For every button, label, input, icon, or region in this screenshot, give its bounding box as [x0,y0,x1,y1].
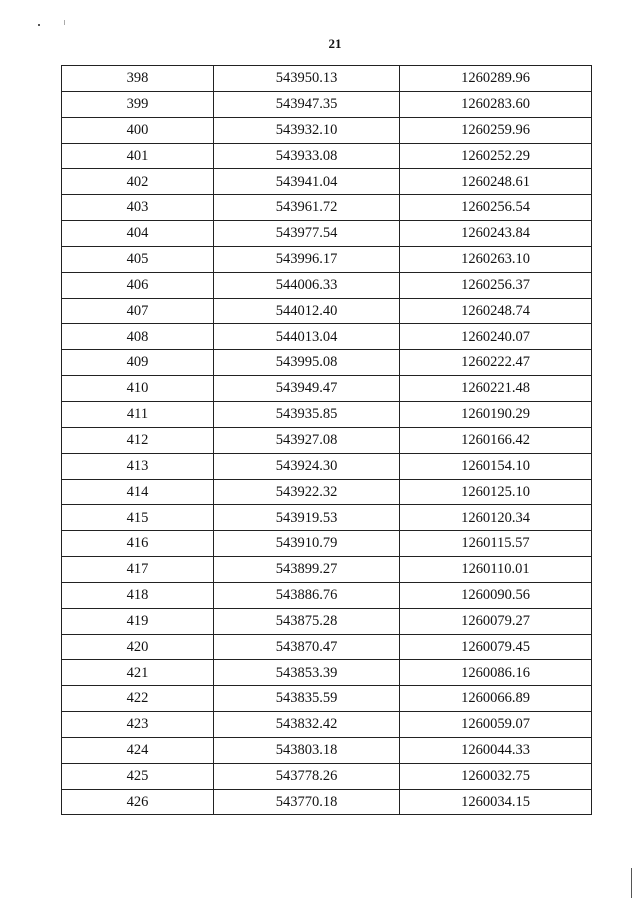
table-row [62,505,592,531]
y-coordinate-cell: 1260256.37 [400,272,592,298]
scan-edge-line [631,868,632,898]
point-number-cell: 419 [62,608,214,634]
table-row [62,272,592,298]
point-number-cell: 403 [62,195,214,221]
x-coordinate-cell: 543803.18 [214,737,400,763]
table-row [62,221,592,247]
point-number-cell: 398 [62,66,214,92]
table-row [62,737,592,763]
x-coordinate-cell: 543832.42 [214,712,400,738]
point-number-cell: 425 [62,763,214,789]
x-coordinate-cell: 543899.27 [214,557,400,583]
point-number-cell: 423 [62,712,214,738]
table-row [62,531,592,557]
y-coordinate-cell: 1260034.15 [400,789,592,815]
x-coordinate-cell: 543778.26 [214,763,400,789]
table-row [62,143,592,169]
y-coordinate-cell: 1260256.54 [400,195,592,221]
table-row [62,66,592,92]
table-row [62,324,592,350]
point-number-cell: 411 [62,401,214,427]
x-coordinate-cell: 543947.35 [214,91,400,117]
table-row [62,712,592,738]
table-row [62,117,592,143]
x-coordinate-cell: 543935.85 [214,401,400,427]
x-coordinate-cell: 543770.18 [214,789,400,815]
table-row [62,763,592,789]
y-coordinate-cell: 1260079.27 [400,608,592,634]
table-row [62,169,592,195]
x-coordinate-cell: 543977.54 [214,221,400,247]
point-number-cell: 401 [62,143,214,169]
x-coordinate-cell: 544013.04 [214,324,400,350]
coordinates-table-body [62,66,592,815]
point-number-cell: 413 [62,453,214,479]
y-coordinate-cell: 1260283.60 [400,91,592,117]
x-coordinate-cell: 543949.47 [214,376,400,402]
y-coordinate-cell: 1260289.96 [400,66,592,92]
x-coordinate-cell: 543875.28 [214,608,400,634]
table-row [62,789,592,815]
x-coordinate-cell: 543835.59 [214,686,400,712]
y-coordinate-cell: 1260240.07 [400,324,592,350]
y-coordinate-cell: 1260079.45 [400,634,592,660]
y-coordinate-cell: 1260059.07 [400,712,592,738]
y-coordinate-cell: 1260248.61 [400,169,592,195]
x-coordinate-cell: 544012.40 [214,298,400,324]
point-number-cell: 418 [62,582,214,608]
y-coordinate-cell: 1260110.01 [400,557,592,583]
table-row [62,686,592,712]
x-coordinate-cell: 543853.39 [214,660,400,686]
point-number-cell: 402 [62,169,214,195]
table-row [62,350,592,376]
table-row [62,427,592,453]
x-coordinate-cell: 543924.30 [214,453,400,479]
point-number-cell: 424 [62,737,214,763]
y-coordinate-cell: 1260222.47 [400,350,592,376]
table-row [62,376,592,402]
x-coordinate-cell: 543996.17 [214,246,400,272]
x-coordinate-cell: 543870.47 [214,634,400,660]
table-row [62,195,592,221]
y-coordinate-cell: 1260154.10 [400,453,592,479]
point-number-cell: 417 [62,557,214,583]
y-coordinate-cell: 1260044.33 [400,737,592,763]
y-coordinate-cell: 1260190.29 [400,401,592,427]
x-coordinate-cell: 543961.72 [214,195,400,221]
point-number-cell: 414 [62,479,214,505]
coordinates-table [61,65,592,815]
table-row [62,91,592,117]
x-coordinate-cell: 543995.08 [214,350,400,376]
table-row [62,298,592,324]
table-row [62,557,592,583]
table-row [62,582,592,608]
scan-speck [64,20,65,25]
table-row [62,246,592,272]
point-number-cell: 421 [62,660,214,686]
y-coordinate-cell: 1260115.57 [400,531,592,557]
y-coordinate-cell: 1260263.10 [400,246,592,272]
table-row [62,608,592,634]
point-number-cell: 415 [62,505,214,531]
y-coordinate-cell: 1260032.75 [400,763,592,789]
x-coordinate-cell: 543919.53 [214,505,400,531]
table-row [62,660,592,686]
y-coordinate-cell: 1260259.96 [400,117,592,143]
point-number-cell: 399 [62,91,214,117]
y-coordinate-cell: 1260243.84 [400,221,592,247]
y-coordinate-cell: 1260248.74 [400,298,592,324]
page-number: 21 [328,36,342,51]
y-coordinate-cell: 1260066.89 [400,686,592,712]
point-number-cell: 426 [62,789,214,815]
y-coordinate-cell: 1260221.48 [400,376,592,402]
point-number-cell: 422 [62,686,214,712]
point-number-cell: 406 [62,272,214,298]
y-coordinate-cell: 1260120.34 [400,505,592,531]
y-coordinate-cell: 1260125.10 [400,479,592,505]
point-number-cell: 407 [62,298,214,324]
point-number-cell: 412 [62,427,214,453]
y-coordinate-cell: 1260252.29 [400,143,592,169]
x-coordinate-cell: 543927.08 [214,427,400,453]
y-coordinate-cell: 1260166.42 [400,427,592,453]
point-number-cell: 420 [62,634,214,660]
x-coordinate-cell: 543922.32 [214,479,400,505]
point-number-cell: 405 [62,246,214,272]
x-coordinate-cell: 543933.08 [214,143,400,169]
point-number-cell: 409 [62,350,214,376]
x-coordinate-cell: 543886.76 [214,582,400,608]
x-coordinate-cell: 543950.13 [214,66,400,92]
scan-speck [38,24,40,26]
point-number-cell: 400 [62,117,214,143]
table-row [62,401,592,427]
x-coordinate-cell: 544006.33 [214,272,400,298]
table-row [62,634,592,660]
x-coordinate-cell: 543910.79 [214,531,400,557]
table-row [62,453,592,479]
y-coordinate-cell: 1260090.56 [400,582,592,608]
point-number-cell: 410 [62,376,214,402]
point-number-cell: 404 [62,221,214,247]
x-coordinate-cell: 543932.10 [214,117,400,143]
point-number-cell: 408 [62,324,214,350]
y-coordinate-cell: 1260086.16 [400,660,592,686]
x-coordinate-cell: 543941.04 [214,169,400,195]
point-number-cell: 416 [62,531,214,557]
table-row [62,479,592,505]
